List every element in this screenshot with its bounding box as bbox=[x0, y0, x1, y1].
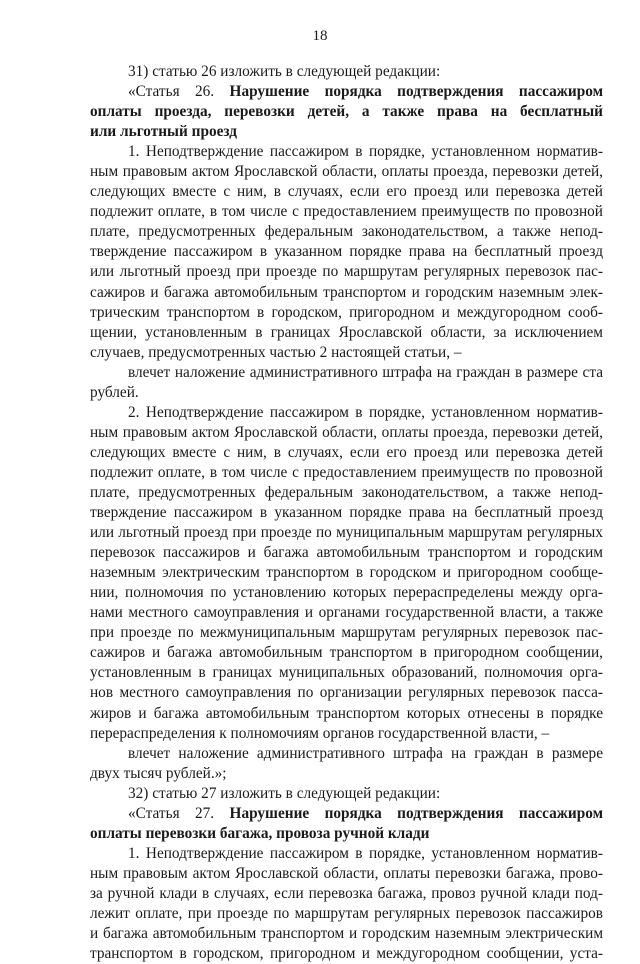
text-line bbox=[90, 142, 603, 162]
text-line bbox=[90, 162, 603, 182]
text-line bbox=[90, 303, 603, 323]
text-segment: плате, предусмотренных федеральным законодательством, а также непод- bbox=[90, 223, 603, 241]
bold-text-segment: Нарушение порядка подтверждения пассажиром bbox=[229, 83, 603, 101]
text-line bbox=[90, 363, 603, 383]
document-body bbox=[90, 62, 603, 964]
text-line bbox=[90, 383, 603, 403]
text-segment: нов местного самоуправления по организации регулярных перевозок пасса- bbox=[90, 684, 603, 702]
text-segment: влечет наложение административного штрафа на граждан в размере ста bbox=[128, 363, 603, 381]
text-segment: нии, полномочия по установлению которых перераспределены между орга- bbox=[90, 584, 603, 602]
text-line bbox=[90, 283, 603, 303]
text-line bbox=[90, 82, 603, 102]
text-line bbox=[90, 804, 603, 824]
text-line bbox=[90, 704, 603, 724]
text-line bbox=[90, 924, 603, 944]
text-segment: или льготный проезд при проезде по муниципальным маршрутам регулярных bbox=[90, 524, 603, 542]
text-line bbox=[90, 262, 603, 282]
text-line bbox=[90, 122, 603, 142]
text-segment: случаев, предусмотренных частью 2 настоящей статьи, – bbox=[90, 343, 462, 361]
text-segment: ным правовым актом Ярославской области, оплаты перевозки багажа, прово- bbox=[90, 864, 603, 882]
text-line bbox=[90, 222, 603, 242]
text-line bbox=[90, 623, 603, 643]
text-segment: 1. Неподтверждение пассажиром в порядке, установленном норматив- bbox=[128, 143, 603, 161]
text-segment: плате, предусмотренных федеральным законодательством, а также непод- bbox=[90, 483, 603, 501]
text-segment: 31) статью 26 изложить в следующей редакции: bbox=[128, 63, 441, 80]
text-segment: перевозок пассажиров и багажа автомобильным транспортом и городским bbox=[90, 544, 603, 562]
text-line bbox=[90, 904, 603, 924]
text-segment: следующих вместе с ним, в случаях, если его проезд или перевозка детей bbox=[90, 443, 603, 461]
text-line bbox=[90, 443, 603, 463]
text-segment: за ручной клади в случаях, если перевозка багажа, провоз ручной клади под- bbox=[90, 884, 603, 902]
text-line bbox=[90, 182, 603, 202]
text-line bbox=[90, 884, 603, 904]
text-segment: «Статья 26. bbox=[128, 83, 230, 101]
text-segment: рублей. bbox=[90, 383, 139, 401]
text-line bbox=[90, 463, 603, 483]
text-line bbox=[90, 403, 603, 423]
text-segment: лежит оплате, при проезде по маршрутам регулярных перевозок пассажиров bbox=[90, 904, 603, 922]
text-line bbox=[90, 663, 603, 683]
text-segment: подлежит оплате, в том числе с предоставлением преимуществ по провозной bbox=[90, 203, 603, 221]
text-segment: при проезде по межмуниципальным маршрутам регулярных перевозок пас- bbox=[90, 624, 603, 642]
text-line bbox=[90, 202, 603, 222]
text-segment: следующих вместе с ним, в случаях, если его проезд или перевозка детей bbox=[90, 183, 603, 201]
text-line bbox=[90, 643, 603, 663]
text-line bbox=[90, 563, 603, 583]
text-line bbox=[90, 864, 603, 884]
bold-text-segment: Нарушение порядка подтверждения пассажиром bbox=[229, 804, 603, 822]
text-segment: тверждение пассажиром в указанном порядке права на бесплатный проезд bbox=[90, 504, 603, 522]
text-segment: трическим транспортом в городском, пригородном и междугородном сооб- bbox=[90, 303, 603, 321]
text-line bbox=[90, 784, 603, 804]
text-segment: влечет наложение административного штрафа на граждан в размере bbox=[128, 744, 603, 762]
text-segment: 32) статью 27 изложить в следующей редакции: bbox=[128, 784, 441, 802]
text-line bbox=[90, 62, 603, 82]
text-line bbox=[90, 944, 603, 964]
text-line bbox=[90, 603, 603, 623]
text-segment: щении, установленным в границах Ярославской области, за исключением bbox=[90, 323, 603, 341]
text-line bbox=[90, 503, 603, 523]
text-line bbox=[90, 824, 603, 844]
text-segment: установленным в границах муниципальных образований, полномочия орга- bbox=[90, 664, 603, 682]
text-segment: двух тысяч рублей.»; bbox=[90, 764, 227, 782]
text-line bbox=[90, 844, 603, 864]
text-segment: или льготный проезд при проезде по маршрутам регулярных перевозок пас- bbox=[90, 263, 603, 281]
text-line bbox=[90, 583, 603, 603]
bold-text-segment: оплаты перевозки багажа, провоза ручной клади bbox=[90, 824, 430, 842]
text-segment: наземным электрическим транспортом в городском и пригородном сообще- bbox=[90, 564, 603, 582]
text-segment: 1. Неподтверждение пассажиром в порядке, установленном норматив- bbox=[128, 844, 603, 862]
bold-text-segment: или льготный проезд bbox=[90, 123, 237, 141]
text-segment: «Статья 27. bbox=[128, 804, 230, 822]
text-segment: ным правовым актом Ярославской области, оплаты проезда, перевозки детей, bbox=[90, 423, 603, 441]
bold-text-segment: оплаты проезда, перевозки детей, а также права на бесплатный bbox=[90, 103, 603, 121]
text-line bbox=[90, 423, 603, 443]
text-segment: 2. Неподтверждение пассажиром в порядке, установленном норматив- bbox=[128, 403, 603, 421]
text-line bbox=[90, 543, 603, 563]
text-line bbox=[90, 483, 603, 503]
text-line bbox=[90, 724, 603, 744]
text-line bbox=[90, 683, 603, 703]
text-segment: сажиров и багажа автомобильным транспортом и городским наземным элек- bbox=[90, 283, 603, 301]
text-segment: сажиров и багажа автомобильным транспортом в пригородном сообщении, bbox=[90, 644, 603, 662]
text-line bbox=[90, 764, 603, 784]
text-line bbox=[90, 242, 603, 262]
text-line bbox=[90, 323, 603, 343]
text-line bbox=[90, 523, 603, 543]
text-segment: тверждение пассажиром в указанном порядке права на бесплатный проезд bbox=[90, 243, 603, 261]
text-segment: нами местного самоуправления и органами государственной власти, а также bbox=[90, 604, 603, 622]
text-line bbox=[90, 343, 603, 363]
text-segment: перераспределения к полномочиям органов государственной власти, – bbox=[90, 724, 550, 742]
text-segment: и багажа автомобильным транспортом и городским наземным электрическим bbox=[90, 925, 603, 943]
page-number: 18 bbox=[312, 28, 328, 44]
text-line bbox=[90, 744, 603, 764]
text-segment: транспортом в городском, пригородном и междугородном сообщении, уста- bbox=[90, 945, 603, 963]
text-segment: жиров и багажа автомобильным транспортом которых отнесены в порядке bbox=[90, 704, 603, 722]
text-line bbox=[90, 102, 603, 122]
text-segment: ным правовым актом Ярославской области, оплаты проезда, перевозки детей, bbox=[90, 163, 603, 181]
text-segment: подлежит оплате, в том числе с предоставлением преимуществ по провозной bbox=[90, 463, 603, 481]
